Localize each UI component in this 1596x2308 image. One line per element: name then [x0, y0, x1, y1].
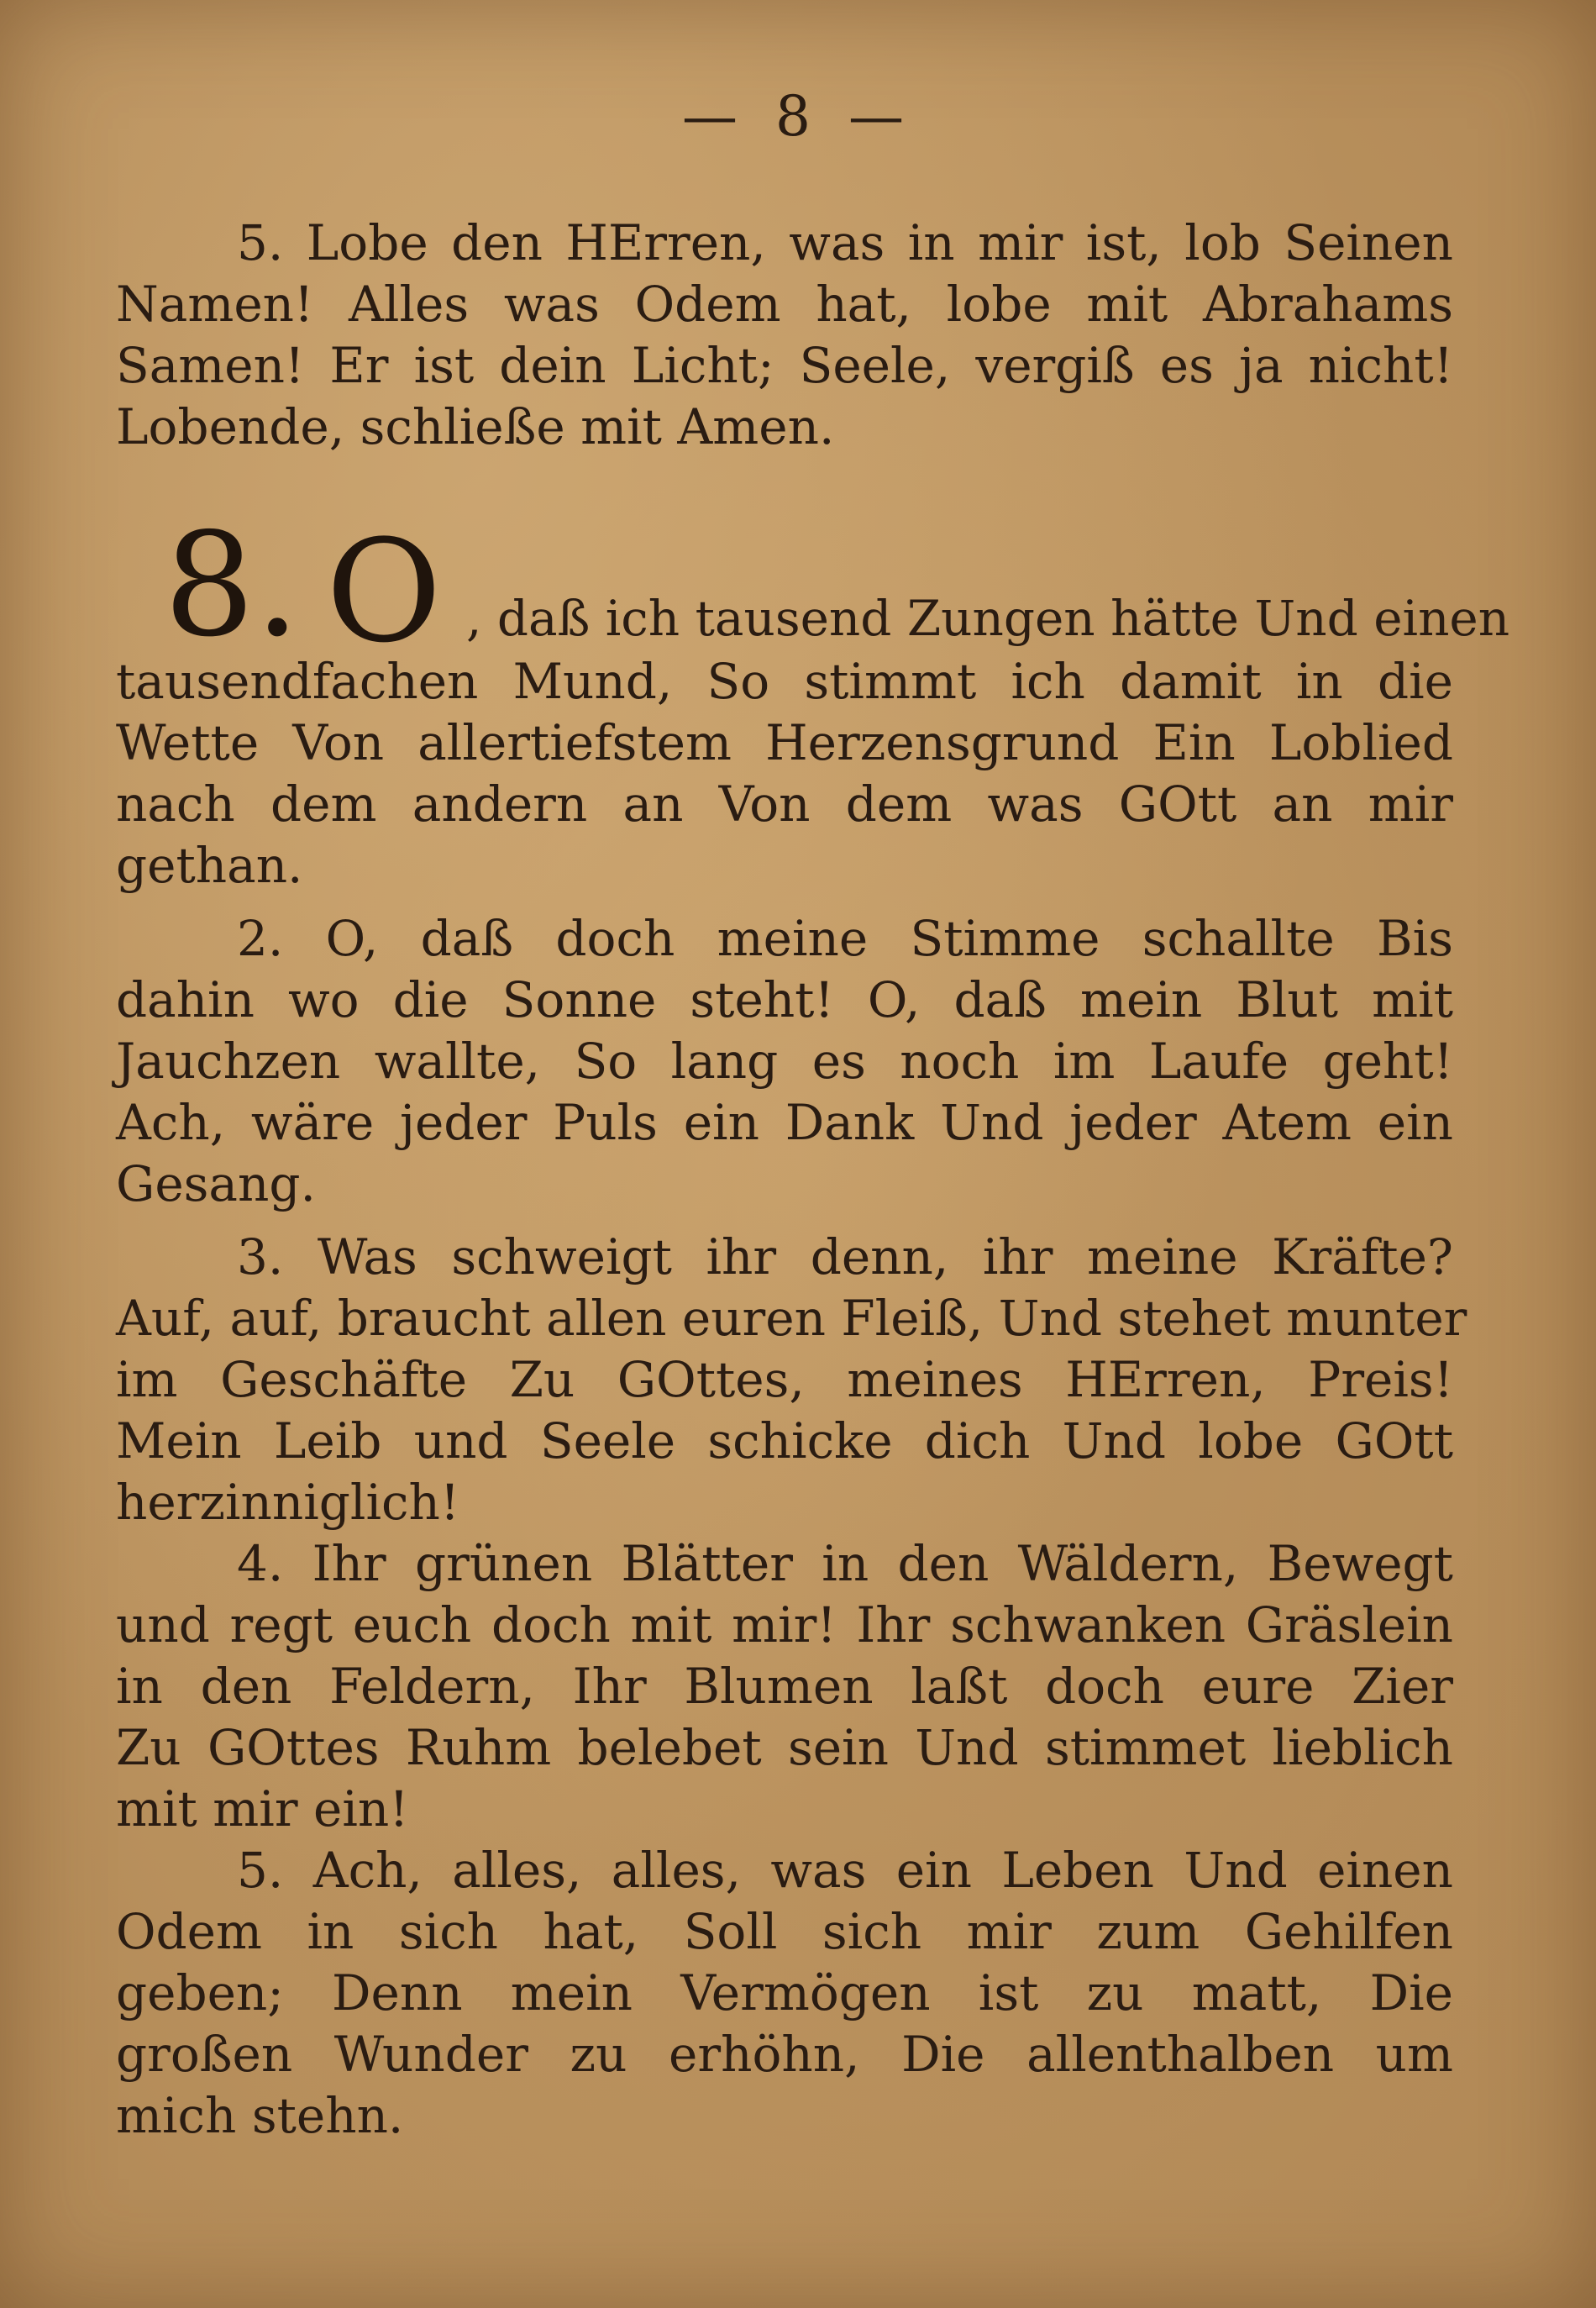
text-line: Namen! Alles was Odem hat, lobe mit Abrahams — [116, 276, 1453, 333]
drop-cap-initial: O — [326, 509, 442, 674]
page-number: — 8 — — [682, 84, 914, 149]
text-line: geben; Denn mein Vermögen ist zu matt, Die — [116, 1964, 1453, 2021]
text-line: Lobende, schließe mit Amen. — [116, 398, 835, 455]
text-line: Ach, wäre jeder Puls ein Dank Und jeder Atem ein — [116, 1094, 1453, 1151]
text-line: gethan. — [116, 837, 303, 894]
text-line: Mein Leib und Seele schicke dich Und lobe GOtt — [116, 1412, 1453, 1469]
text-line: , daß ich tausend Zungen hätte Und einen — [466, 590, 1510, 647]
text-line: 5. Ach, alles, alles, was ein Leben Und einen — [237, 1842, 1453, 1899]
text-line: 4. Ihr grünen Blätter in den Wäldern, Bewegt — [237, 1535, 1453, 1592]
text-line: Samen! Er ist dein Licht; Seele, vergiß es ja nicht! — [116, 337, 1453, 394]
text-line: Auf, auf, braucht allen euren Fleiß, Und stehet munter — [116, 1290, 1467, 1347]
text-line: Gesang. — [116, 1155, 316, 1212]
text-line: Wette Von allertiefstem Herzensgrund Ein Loblied — [116, 714, 1453, 771]
text-line: mich stehn. — [116, 2087, 404, 2144]
text-line: Odem in sich hat, Soll sich mir zum Gehilfen — [116, 1903, 1453, 1960]
text-line: und regt euch doch mit mir! Ihr schwanken Gräslein — [116, 1596, 1453, 1653]
text-line: 2. O, daß doch meine Stimme schallte Bis — [237, 910, 1453, 967]
text-line: nach dem andern an Von dem was GOtt an mir — [116, 775, 1453, 833]
text-line: mit mir ein! — [116, 1780, 409, 1837]
text-line: dahin wo die Sonne steht! O, daß mein Blut mit — [116, 971, 1453, 1028]
text-line: herzinniglich! — [116, 1474, 460, 1531]
text-line: großen Wunder zu erhöhn, Die allenthalben um — [116, 2026, 1453, 2083]
text-line: tausendfachen Mund, So stimmt ich damit in die — [116, 653, 1453, 710]
hymn-number: 8. — [164, 502, 301, 669]
text-line: 3. Was schweigt ihr denn, ihr meine Kräfte? — [237, 1228, 1453, 1285]
text-line: in den Feldern, Ihr Blumen laßt doch eure Zier — [116, 1658, 1453, 1715]
text-line: Zu GOttes Ruhm belebet sein Und stimmet lieblich — [116, 1719, 1453, 1776]
text-line: 5. Lobe den HErren, was in mir ist, lob Seinen — [237, 214, 1453, 271]
text-line: Jauchzen wallte, So lang es noch im Laufe geht! — [116, 1033, 1453, 1090]
text-line: im Geschäfte Zu GOttes, meines HErren, Preis! — [116, 1351, 1453, 1408]
